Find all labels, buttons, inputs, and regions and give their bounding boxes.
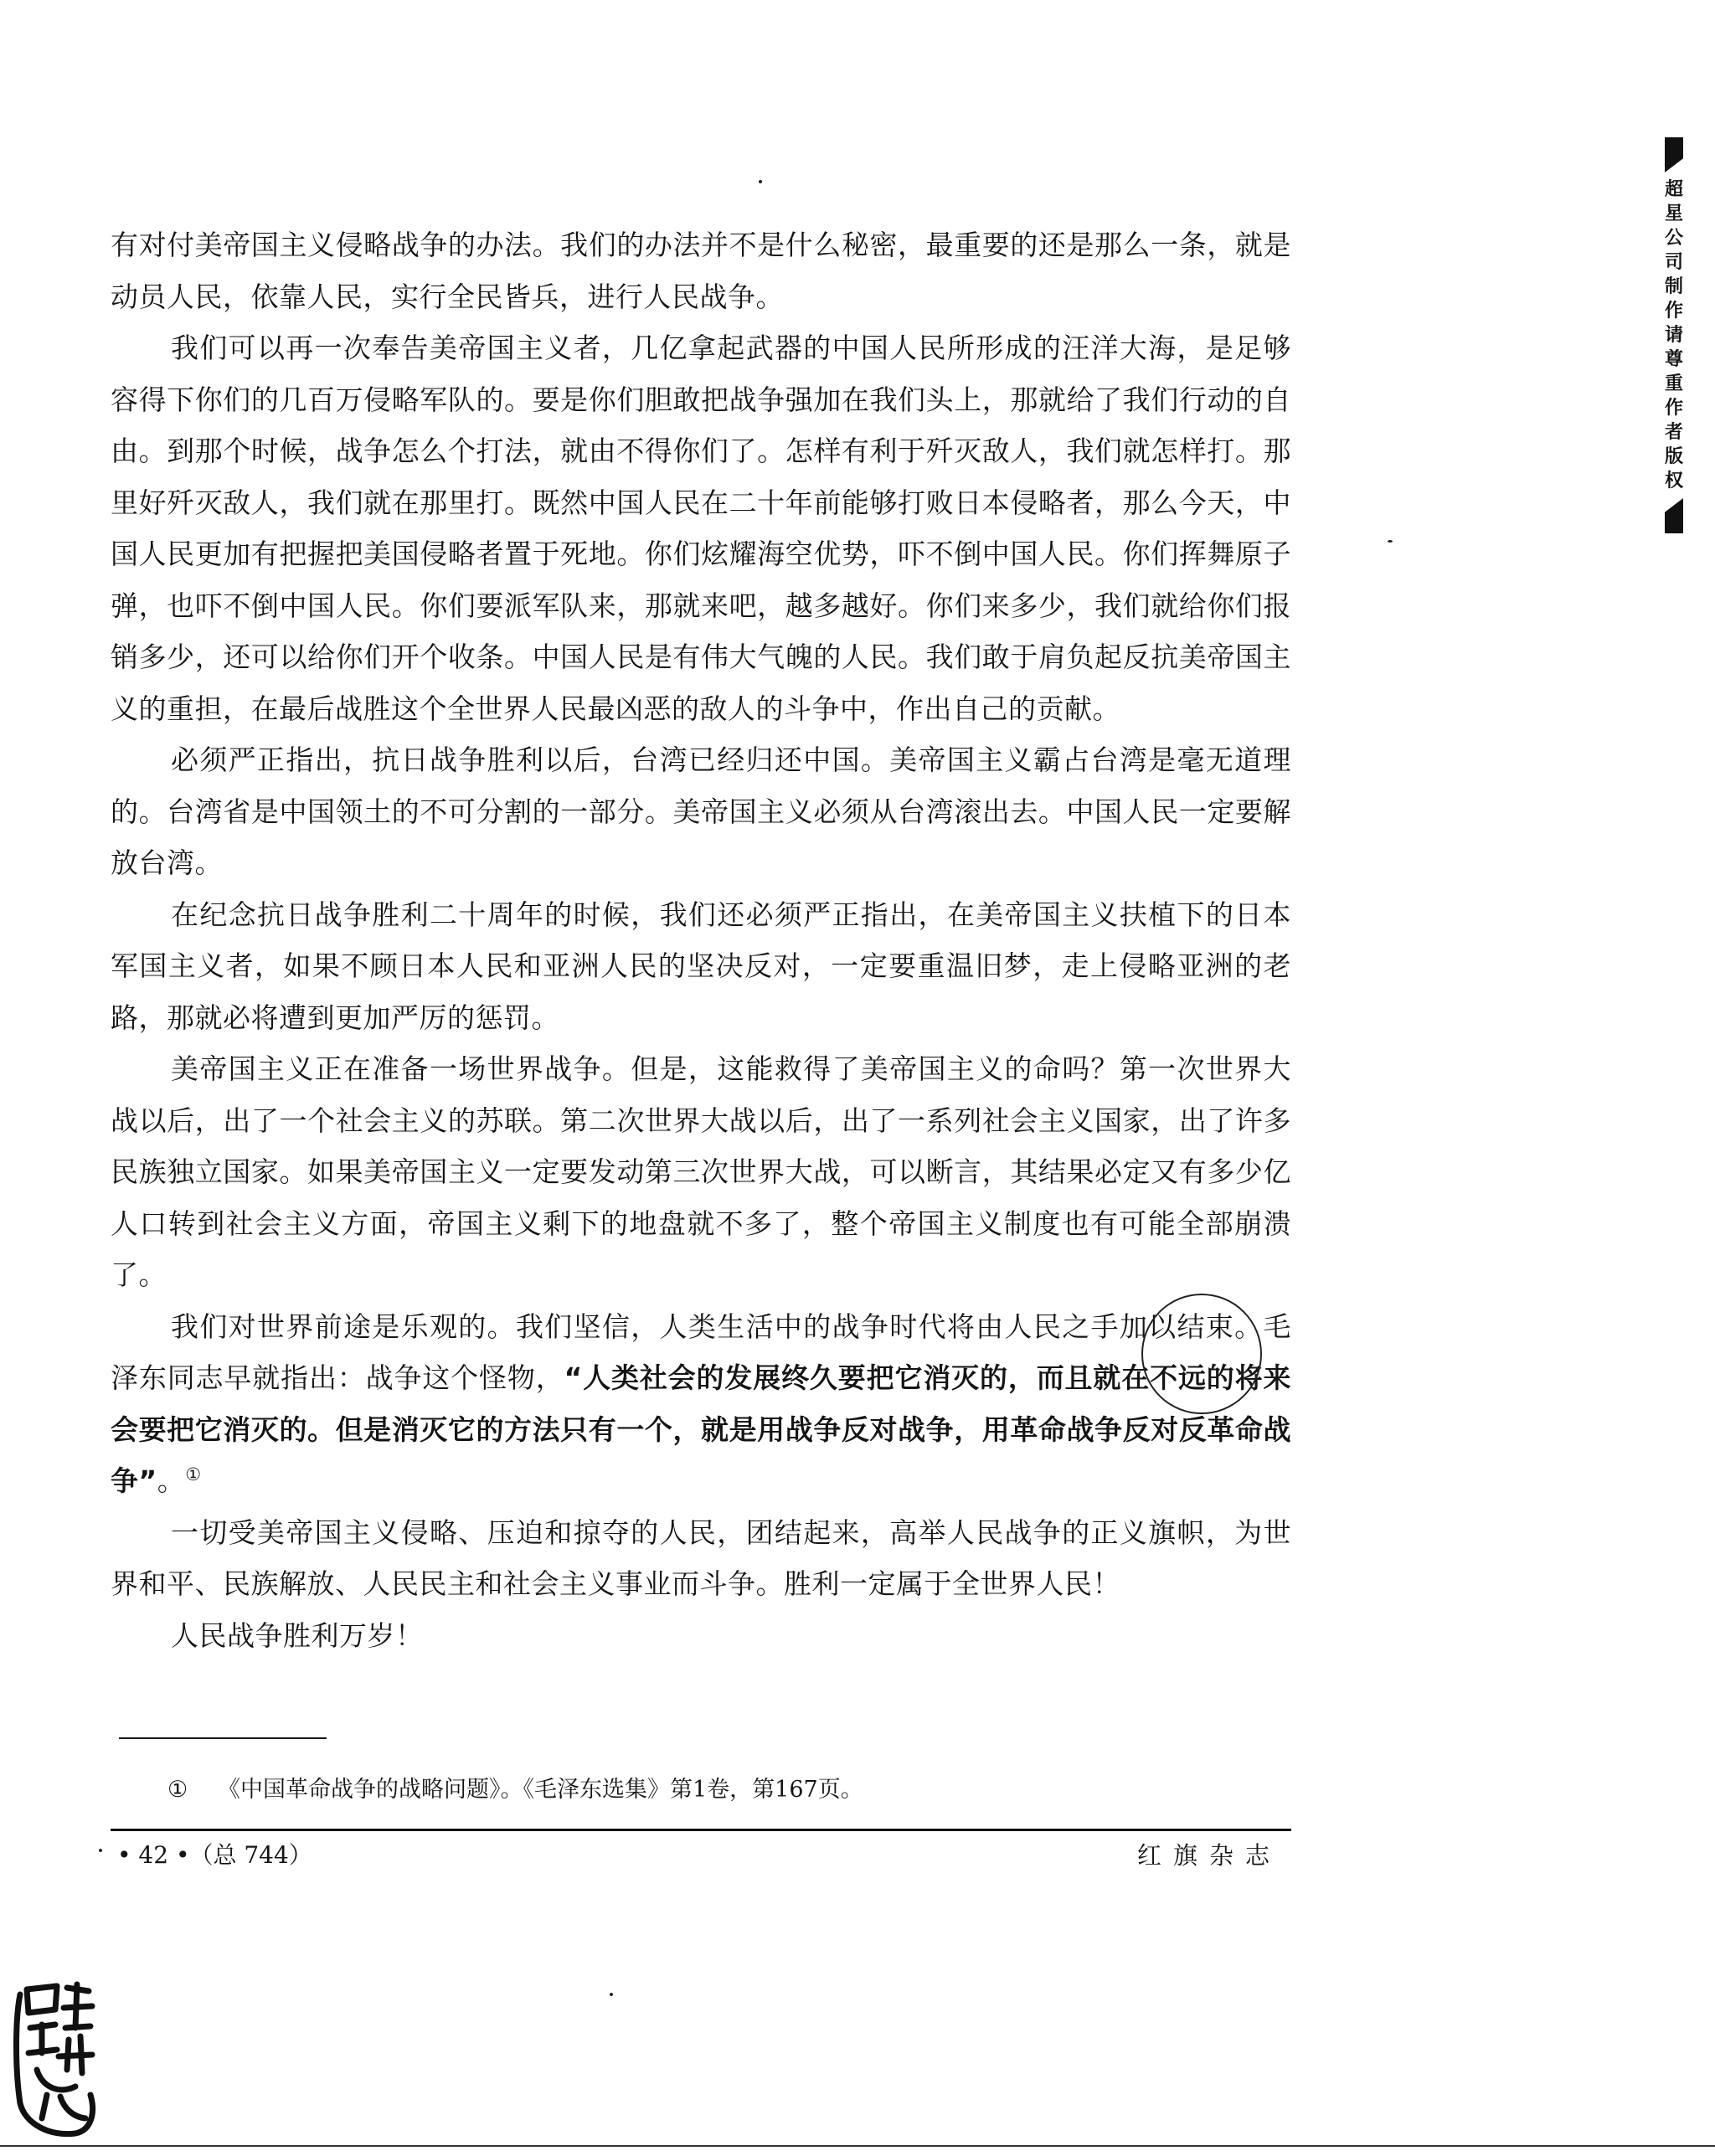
stamp-bar-top [1665,137,1683,172]
paragraph-6 [111,1301,1291,1507]
paragraph-3: 必须严正指出，抗日战争胜利以后，台湾已经归还中国。美帝国主义霸占台湾是毫无道理的。台湾省是中国领土的不可分割的一部分。美帝国主义必须从台湾滚出去。中国人民一定要解放台湾。 [111,744,1291,879]
mao-quote: “人类社会的发展终久要把它消灭的，而且就在不远的将来会要把它消灭的。但是消灭它的方法只有一个，就是用战争反对战争，用革命战争反对反革命战争” [111,1361,1291,1497]
footnote-divider [119,1737,327,1739]
paragraph-4: 在纪念抗日战争胜利二十周年的时候，我们还必须严正指出，在美帝国主义扶植下的日本军国主义者，如果不顾日本人民和亚洲人民的坚决反对，一定要重温旧梦，走上侵略亚洲的老路，那就必将遭到更加严厉的惩罚。 [111,898,1291,1034]
paragraph-8: 人民战争胜利万岁！ [171,1618,424,1652]
paragraph-7: 一切受美帝国主义侵略、压迫和掠夺的人民，团结起来，高举人民战争的正义旗帜，为世界和平、民族解放、人民民主和社会主义事业而斗争。胜利一定属于全世界人民！ [111,1515,1291,1600]
paragraph-6-end: 。 [157,1464,186,1497]
stamp-bar-bottom [1665,498,1683,533]
library-seal-logo [8,1969,100,2145]
paragraph-2: 我们可以再一次奉告美帝国主义者，几亿拿起武器的中国人民所形成的汪洋大海，是足够容得下你们的几百万侵略军队的。要是你们胆敢把战争强加在我们头上，那就给了我们行动的自由。到那个时候，战争怎么个打法，就由不得你们了。怎样有利于歼灭敌人，我们就怎样打。那里好歼灭敌人，我们就在那里打。既然中国人民在二十年前能够打败日本侵略者，那么今天，中国人民更加有把握把美国侵略者置于死地。你们炫耀海空优势，吓不倒中国人民。你们挥舞原子弹，也吓不倒中国人民。你们要派军队来，那就来吧，越多越好。你们来多少，我们就给你们报销多少，还可以给你们开个收条。中国人民是有伟大气魄的人民。我们敢于肩负起反抗美帝国主义的重担，在最后战胜这个全世界人民最凶恶的敌人的斗争中，作出自己的贡献。 [111,332,1291,725]
journal-title: 红旗杂志 [1137,1841,1282,1870]
handwritten-circle-mark [1141,1294,1262,1414]
footnote-marker: ① [167,1777,188,1803]
paragraph-1: 有对付美帝国主义侵略战争的办法。我们的办法并不是什么秘密，最重要的还是那么一条，就是动员人民，依靠人民，实行全民皆兵，进行人民战争。 [111,229,1291,313]
footer-divider [111,1829,1291,1831]
copyright-stamp-text: 超星公司制作请尊重作者版权 [1664,179,1683,491]
scan-bottom-edge [0,2145,1715,2147]
copyright-side-stamp [1660,137,1688,533]
paragraph-6-intro: 我们对世界前途是乐观的。我们坚信，人类生活中的战争时代将由人民之手加以结束。毛泽东同志早就指出：战争这个怪物， [111,1310,1291,1394]
scan-speck [610,1993,613,1996]
scan-speck [1388,540,1393,543]
footnote-text: 《中国革命战争的战略问题》。《毛泽东选集》第1卷，第167页。 [218,1777,863,1803]
article-body [111,219,1291,1661]
footnote-reference[interactable]: ① [185,1464,202,1485]
paragraph-5: 美帝国主义正在准备一场世界战争。但是，这能救得了美帝国主义的命吗？第一次世界大战以后，出了一个社会主义的苏联。第二次世界大战以后，出了一系列社会主义国家，出了许多民族独立国家。如果美帝国主义一定要发动第三次世界大战，可以断言，其结果必定又有多少亿人口转到社会主义方面，帝国主义剩下的地盘就不多了，整个帝国主义制度也有可能全部崩溃了。 [111,1052,1291,1291]
scan-speck [99,1849,102,1852]
scan-speck [759,180,762,183]
page-number: • 42 •（总 744） [117,1841,312,1869]
footnote [167,1773,863,1807]
